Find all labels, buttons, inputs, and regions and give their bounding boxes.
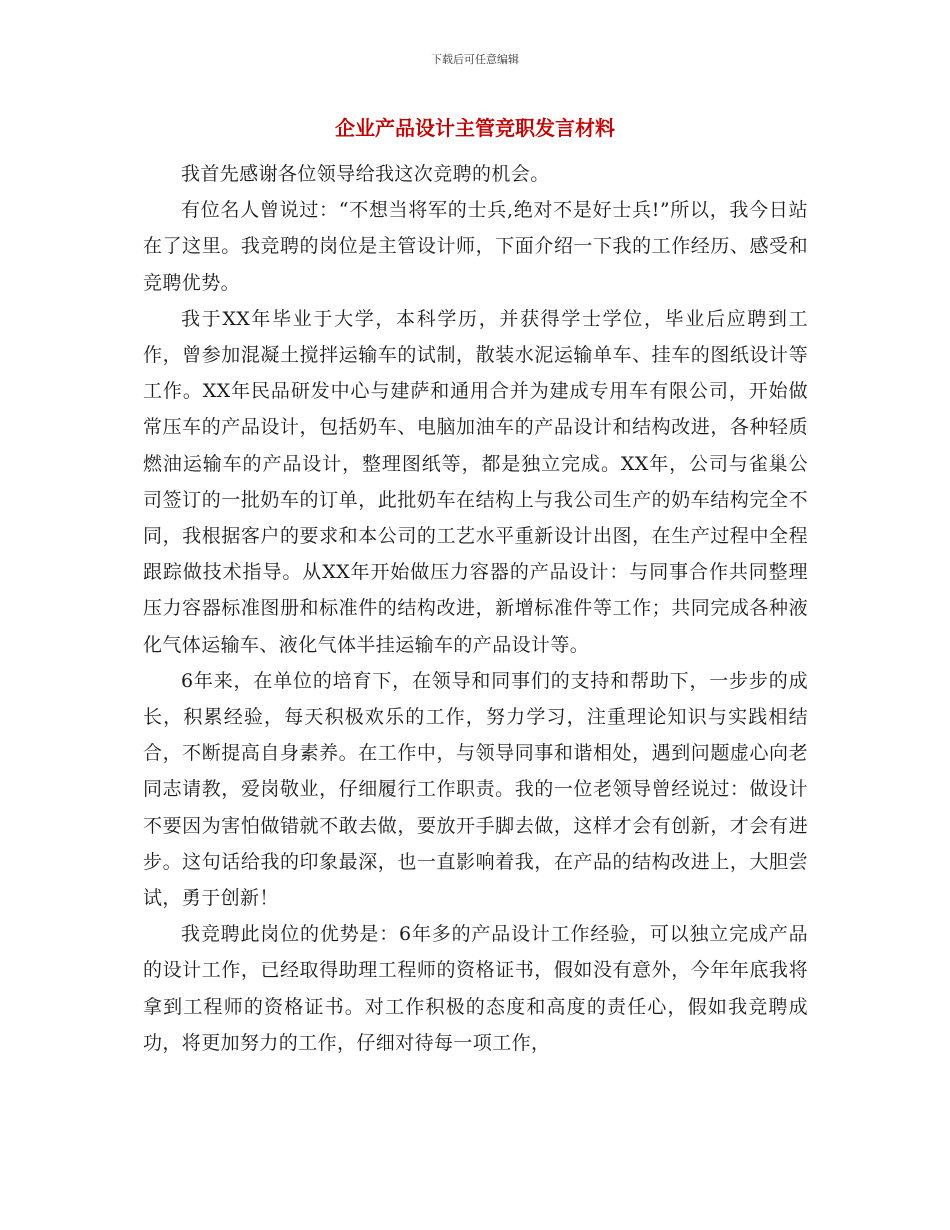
paragraph-1: 我首先感谢各位领导给我这次竞聘的机会。 — [181, 163, 550, 185]
paragraph-4: 6年来，在单位的培育下，在领导和同事们的支持和帮助下，一步步的成长，积累经验，每天积极欢乐的工作，努力学习，注重理论知识与实践相结合，不断提高自身素养。在工作中，与领导同事和谐相处，遇到问题虚心向老同志请教，爱岗敬业，仔细履行工作职责。我的一位老领导曾经说过：做设计不要因为害怕做错就不敢去做，要放开手脚去做，这样才会有创新，才会有进步。这句话给我的印象最深，也一直影响着我，在产品的结构改进上，大胆尝试，勇于创新！ — [143, 669, 808, 910]
document-title: 企业产品设计主管竞职发言材料 — [335, 116, 615, 140]
paragraph-2: 有位名人曾说过：“不想当将军的士兵,绝对不是好士兵!”所以，我今日站在了这里。我竞聘的岗位是主管设计师，下面介绍一下我的工作经历、感受和竞聘优势。 — [143, 199, 808, 294]
paragraph-3: 我于XX年毕业于大学，本科学历，并获得学士学位，毕业后应聘到工作，曾参加混凝土搅拌运输车的试制，散装水泥运输单车、挂车的图纸设计等工作。XX年民品研发中心与建萨和通用合并为建成专用车有限公司，开始做常压车的产品设计，包括奶车、电脑加油车的产品设计和结构改进，各种轻质燃油运输车的产品设计，整理图纸等，都是独立完成。XX年，公司与雀巢公司签订的一批奶车的订单，此批奶车在结构上与我公司生产的奶车结构完全不同，我根据客户的要求和本公司的工艺水平重新设计出图，在生产过程中全程跟踪做技术指导。从XX年开始做压力容器的产品设计：与同事合作共同整理压力容器标准图册和标准件的结构改进，新增标准件等工作；共同完成各种液化气体运输车、液化气体半挂运输车的产品设计等。 — [143, 307, 808, 656]
page-header: 下载后可任意编辑 — [431, 53, 519, 66]
document-body — [143, 156, 808, 1061]
paragraph-5: 我竞聘此岗位的优势是：6年多的产品设计工作经验，可以独立完成产品的设计工作，已经取得助理工程师的资格证书，假如没有意外，今年年底我将拿到工程师的资格证书。对工作积极的态度和高度的责任心，假如我竞聘成功，将更加努力的工作，仔细对待每一项工作， — [143, 923, 808, 1054]
